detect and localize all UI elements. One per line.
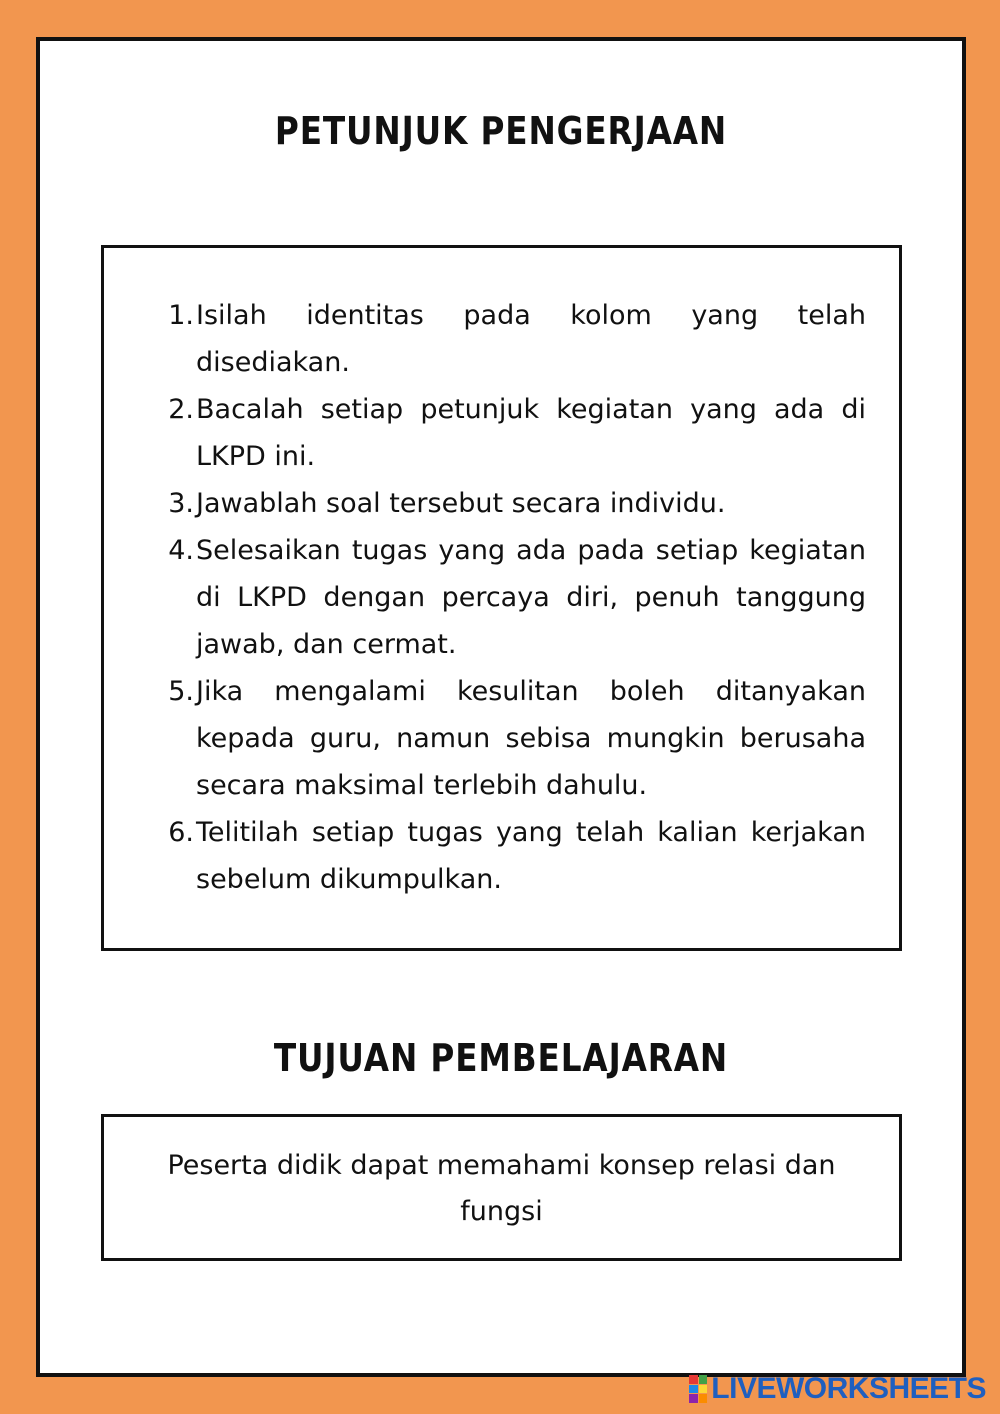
logo-square bbox=[689, 1375, 698, 1384]
instruction-number: 5. bbox=[168, 676, 194, 707]
instruction-text: Bacalah setiap petunjuk kegiatan yang ada di LKPD ini. bbox=[196, 394, 866, 472]
instruction-number: 6. bbox=[168, 817, 194, 848]
instruction-number: 1. bbox=[168, 300, 194, 331]
liveworksheets-logo-icon bbox=[689, 1375, 707, 1403]
instruction-number: 2. bbox=[168, 394, 194, 425]
instruction-item bbox=[162, 668, 866, 809]
instruction-text: Isilah identitas pada kolom yang telah disediakan. bbox=[196, 300, 866, 378]
instruction-item bbox=[162, 809, 866, 903]
worksheet-page bbox=[36, 37, 966, 1377]
goal-title: TUJUAN PEMBELAJARAN bbox=[273, 1036, 729, 1080]
goal-text: Peserta didik dapat memahami konsep relasi dan fungsi bbox=[167, 1150, 836, 1227]
instruction-text: Jika mengalami kesulitan boleh ditanyakan kepada guru, namun sebisa mungkin berusaha secara maksimal terlebih dahulu. bbox=[196, 676, 866, 801]
instruction-item bbox=[162, 386, 866, 480]
logo-square bbox=[699, 1385, 708, 1394]
instruction-item bbox=[162, 527, 866, 668]
liveworksheets-watermark[interactable] bbox=[689, 1372, 986, 1406]
logo-square bbox=[689, 1385, 698, 1394]
instruction-text: Jawablah soal tersebut secara individu. bbox=[196, 488, 726, 519]
logo-square bbox=[699, 1375, 708, 1384]
logo-square bbox=[689, 1394, 698, 1403]
instruction-text: Selesaikan tugas yang ada pada setiap kegiatan di LKPD dengan percaya diri, penuh tanggung jawab, dan cermat. bbox=[196, 535, 866, 660]
instructions-title: PETUNJUK PENGERJAAN bbox=[274, 109, 728, 153]
instruction-item bbox=[162, 292, 866, 386]
logo-square bbox=[699, 1394, 708, 1403]
watermark-text: LIVEWORKSHEETS bbox=[711, 1372, 986, 1405]
goal-box bbox=[101, 1114, 902, 1261]
instruction-number: 4. bbox=[168, 535, 194, 566]
instruction-item bbox=[162, 480, 866, 527]
instructions-box bbox=[101, 245, 902, 951]
instruction-number: 3. bbox=[168, 488, 194, 519]
instruction-text: Telitilah setiap tugas yang telah kalian kerjakan sebelum dikumpulkan. bbox=[196, 817, 866, 895]
instructions-list bbox=[162, 292, 866, 903]
